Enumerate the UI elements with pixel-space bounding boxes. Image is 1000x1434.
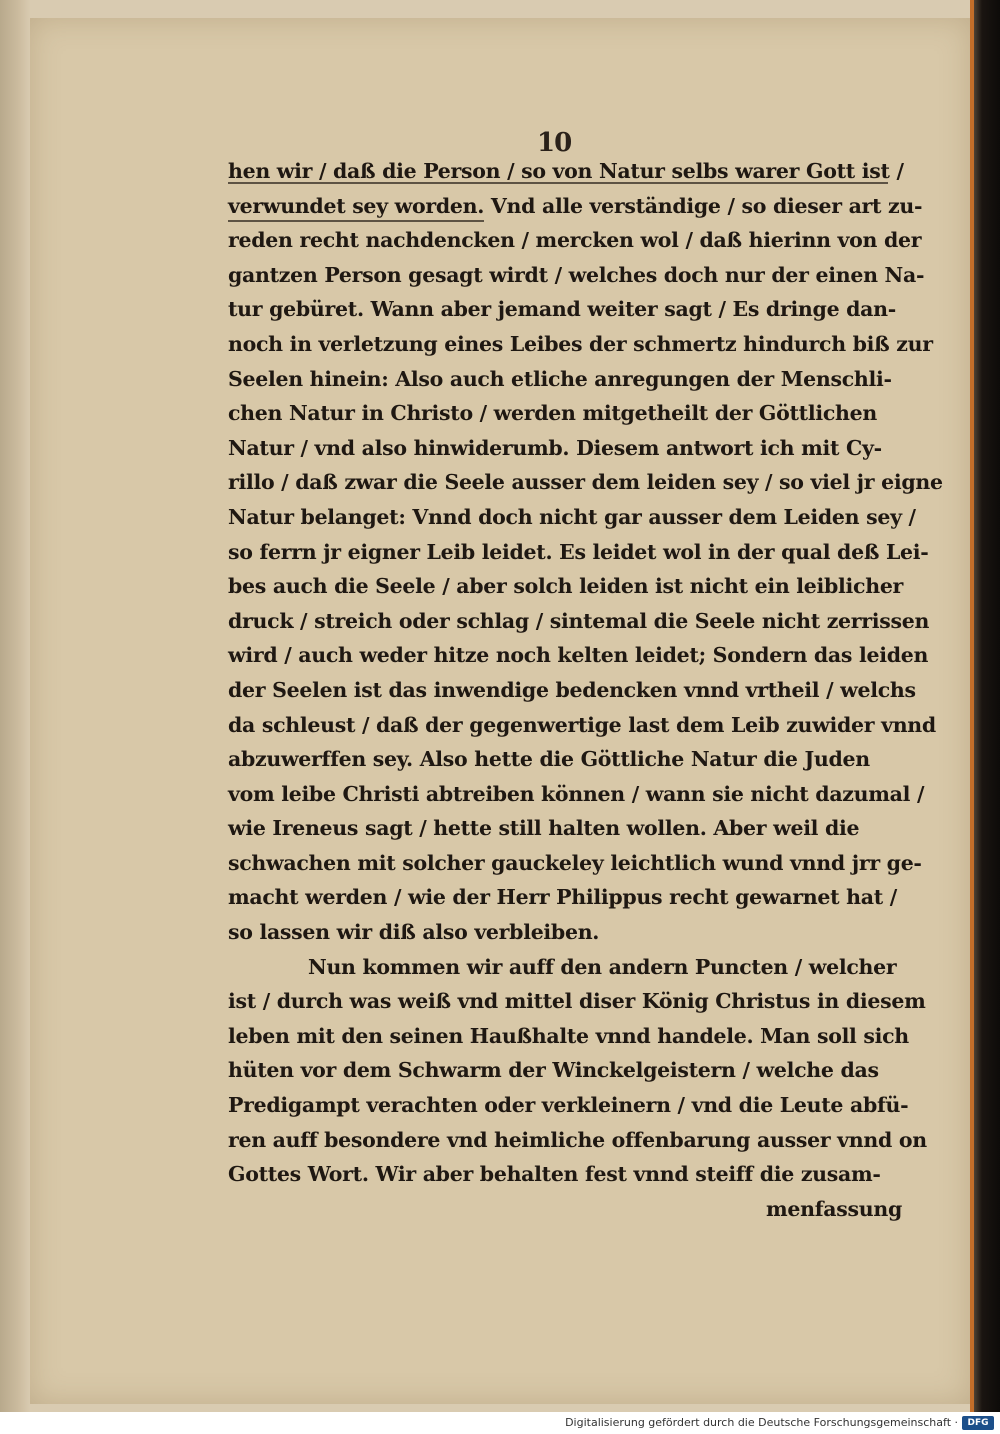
text-line: der Seelen ist das inwendige bedencken vnnd vrtheil / welchs [228,677,916,702]
catchword: menfassung [766,1196,902,1221]
text-line: schwachen mit solcher gauckeley leichtlich wund vnnd jrr ge- [228,850,922,875]
text-line: macht werden / wie der Herr Philippus recht gewarnet hat / [228,885,897,910]
text-line: leben mit den seinen Haußhalte vnnd handele. Man soll sich [228,1023,909,1048]
text-line: gantzen Person gesagt wirdt / welches doch nur der einen Na- [228,262,925,287]
dfg-logo: DFG [962,1416,994,1430]
text-line: so lassen wir diß also verbleiben. [228,920,600,945]
text-line: ist / durch was weiß vnd mittel diser König Christus in diesem [228,989,926,1014]
text-line: bes auch die Seele / aber solch leiden ist nicht ein leiblicher [228,574,904,599]
text-line: wird / auch weder hitze noch kelten leidet; Sondern das leiden [228,643,929,668]
text-line: reden recht nachdencken / mercken wol / daß hierinn von der [228,228,922,253]
text-line: Seelen hinein: Also auch etliche anregungen der Menschli- [228,366,892,391]
funding-credit: Digitalisierung gefördert durch die Deutsche Forschungsgemeinschaft · [565,1416,958,1429]
text-line: rillo / daß zwar die Seele ausser dem leiden sey / so viel jr eigne [228,470,943,495]
text-line: druck / streich oder schlag / sintemal die Seele nicht zerrissen [228,608,930,633]
text-line: Gottes Wort. Wir aber behalten fest vnnd steiff die zusam- [228,1162,881,1187]
text-line: hüten vor dem Schwarm der Winckelgeistern / welche das [228,1058,879,1083]
footer-bar [0,1412,1000,1434]
scan-right-edge [970,0,1000,1412]
text-line: Natur belanget: Vnnd doch nicht gar ausser dem Leiden sey / [228,504,916,529]
page-number: 10 [537,128,572,158]
text-line: da schleust / daß der gegenwertige last dem Leib zuwider vnnd [228,712,936,737]
text-line: chen Natur in Christo / werden mitgetheilt der Göttlichen [228,401,877,426]
text-line: so ferrn jr eigner Leib leidet. Es leidet wol in der qual deß Lei- [228,539,929,564]
text-line: hen wir / daß die Person / so von Natur selbs warer Gott ist / [228,159,904,183]
text-line: Natur / vnd also hinwiderumb. Diesem antwort ich mit Cy- [228,435,882,460]
binding-stripe [970,0,974,1412]
paragraph-start-line: Nun kommen wir auff den andern Puncten / welcher [308,954,897,979]
text-line: vom leibe Christi abtreiben können / wann sie nicht dazumal / [228,781,925,806]
text-line: tur gebüret. Wann aber jemand weiter sagt / Es dringe dan- [228,297,896,322]
scan-left-edge [0,0,30,1412]
text-line: ren auff besondere vnd heimliche offenbarung ausser vnnd on [228,1127,927,1152]
text-line: Predigampt verachten oder verkleinern / vnd die Leute abfü- [228,1093,909,1118]
text-line: wie Ireneus sagt / hette still halten wollen. Aber weil die [228,816,860,841]
text-line: noch in verletzung eines Leibes der schmertz hindurch biß zur [228,331,933,356]
body-text [228,154,943,1226]
text-line: verwundet sey worden. Vnd alle verständige / so dieser art zu- [228,193,923,218]
text-line: abzuwerffen sey. Also hette die Göttliche Natur die Juden [228,747,870,772]
